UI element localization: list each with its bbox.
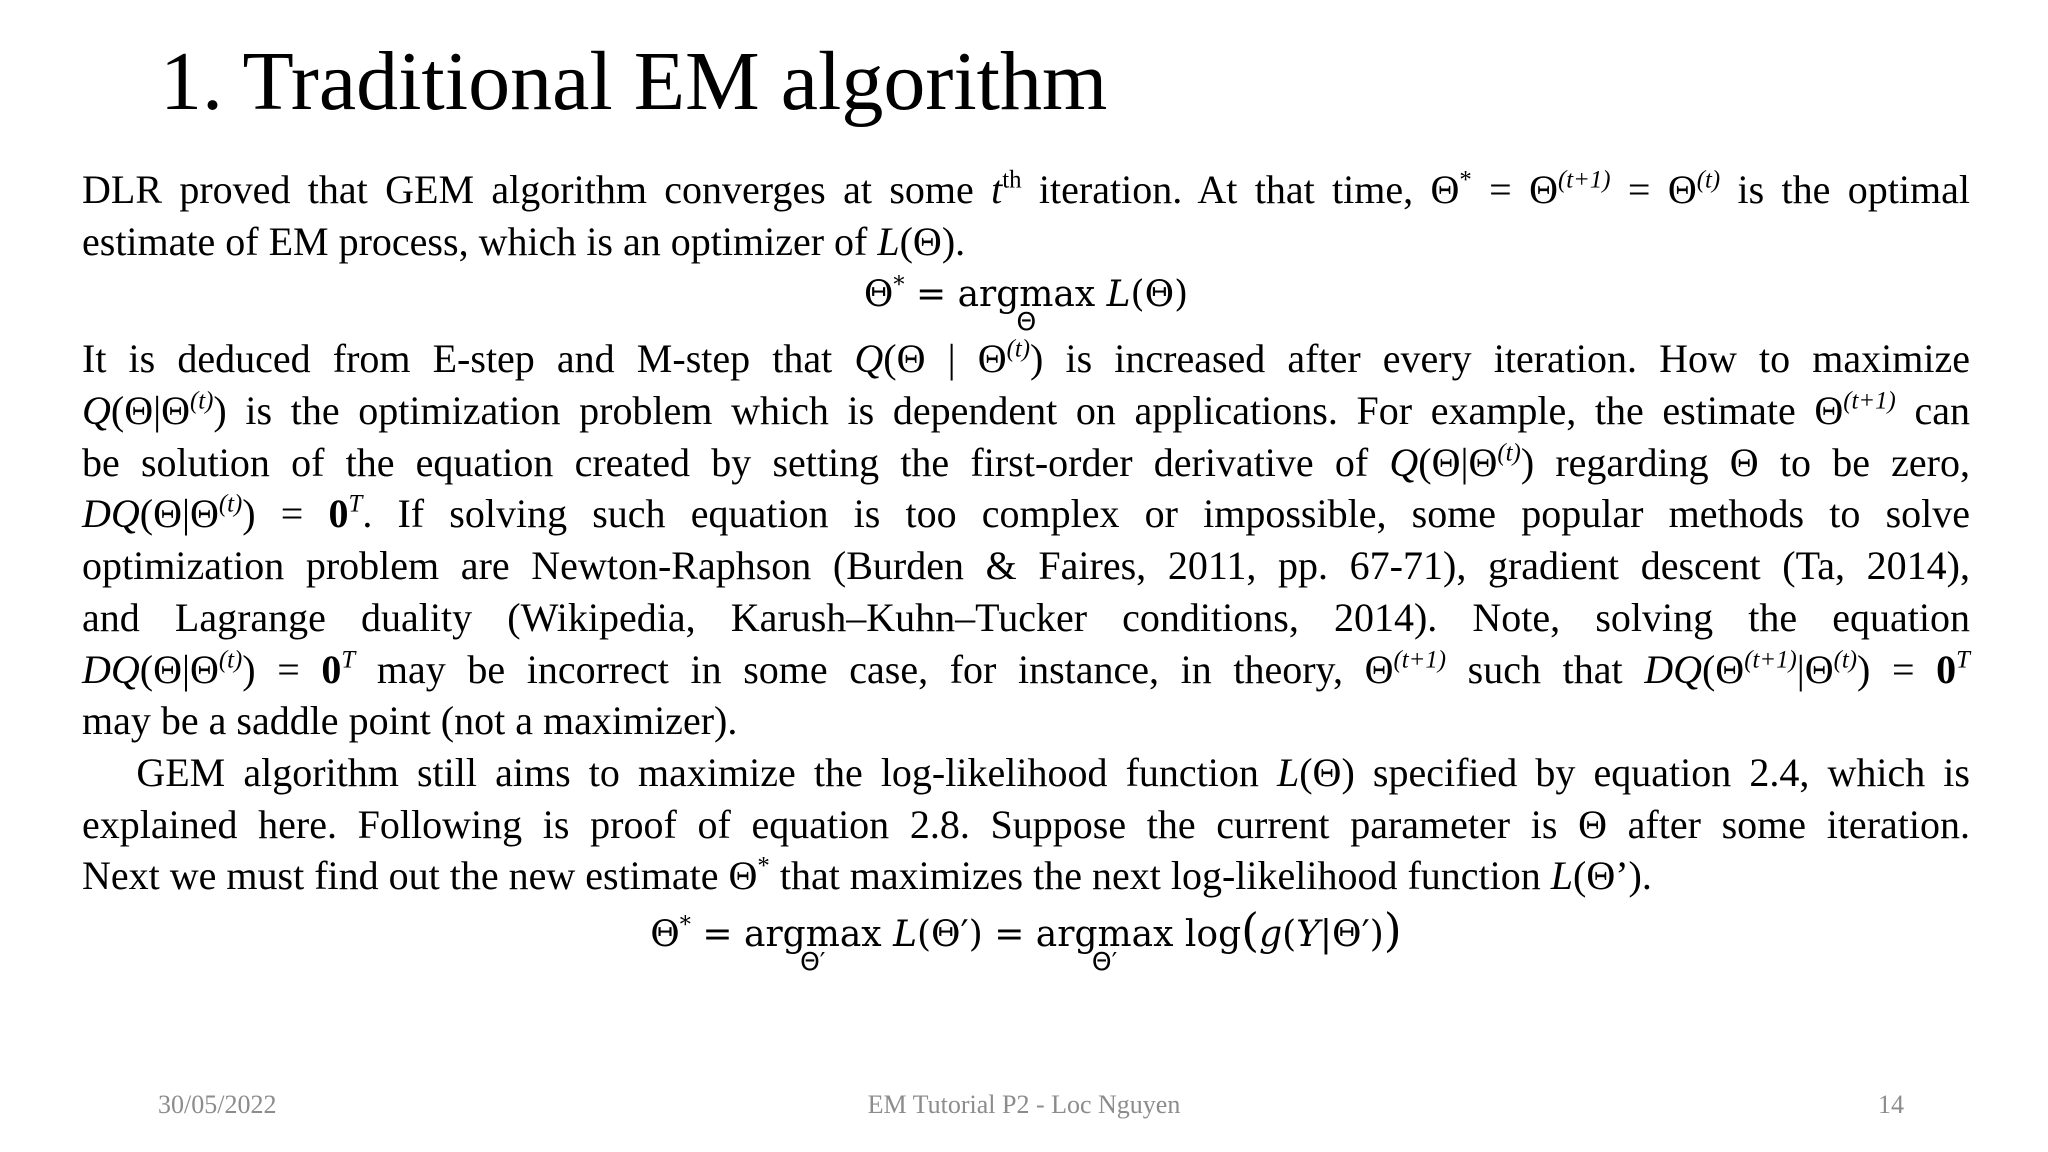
paragraph-3-line-3: Next we must find out the new estimate Θ* that maximizes the next log-likelihood function L(Θ’). — [82, 852, 1652, 899]
paragraph-2-line-5: optimization problem are Newton-Raphson (Burden & Faires, 2011, pp. 67-71), gradient descent (Ta, 2014), — [82, 543, 1970, 589]
slide-body — [82, 164, 1970, 980]
equation-argmax-1: Θ* = argmax Θ L(Θ) — [863, 272, 1189, 337]
paragraph-2-line-8: may be a saddle point (not a maximizer). — [82, 698, 738, 744]
paragraph-2-line-4: $DQ(\Theta|\Theta^{(t)}) = 0^T$. If solving such equation is too complex or impossible, some popular methods to solve — [82, 491, 1970, 537]
paragraph-3-line-1: GEM algorithm still aims to maximize the log-likelihood function L(Θ) specified by equation 2.4, which is — [82, 749, 1970, 795]
paragraph-1-line-2: estimate of EM process, which is an optimizer of L(Θ). — [82, 218, 966, 264]
footer-page-number: 14 — [1878, 1090, 1904, 1119]
footer-date: 30/05/2022 — [158, 1090, 277, 1119]
paragraph-2-line-6: and Lagrange duality (Wikipedia, Karush–Kuhn–Tucker conditions, 2014). Note, solving the equation — [82, 594, 1970, 640]
paragraph-3-line-2: explained here. Following is proof of equation 2.8. Suppose the current parameter is Θ after some iteration. — [82, 801, 1970, 847]
paragraph-2-line-7: $DQ(\Theta|\Theta^{(t)}) = 0^T$ may be incorrect in some case, for instance, in theory, $\Theta^{(t+1)}$ such that $DQ(\Theta^{(t+1)}|\Theta^{(t)}) = 0^T$ — [82, 646, 1970, 692]
paragraph-1-line-1: DLR proved that GEM algorithm converges at some $t^{th}$ iteration. At that time, $\Theta^* = \Theta^{(t+1)} = \Theta^{(t)}$ is the optimal — [82, 166, 1970, 212]
equation-argmax-2: Θ* = argmax Θ′ L(Θ′) = argmax Θ′ log(g(Y|Θ′)) — [650, 902, 1402, 976]
paragraph-2-line-1: It is deduced from E-step and M-step that Q(Θ | $\Theta^{(t)}$) is increased after every iteration. How to maximize — [82, 336, 1970, 382]
paragraph-2-line-2: $Q(\Theta|\Theta^{(t)})$ is the optimization problem which is dependent on applications. For example, the estimate $\Theta^{(t+1)}$ can — [82, 387, 1970, 434]
slide-title: 1. Traditional EM algorithm — [160, 35, 1108, 128]
footer-title: EM Tutorial P2 - Loc Nguyen — [867, 1090, 1181, 1119]
paragraph-2-line-3: be solution of the equation created by setting the first-order derivative of $Q(\Theta|\Theta^{(t)})$ regarding Θ to be zero, — [82, 439, 1970, 485]
